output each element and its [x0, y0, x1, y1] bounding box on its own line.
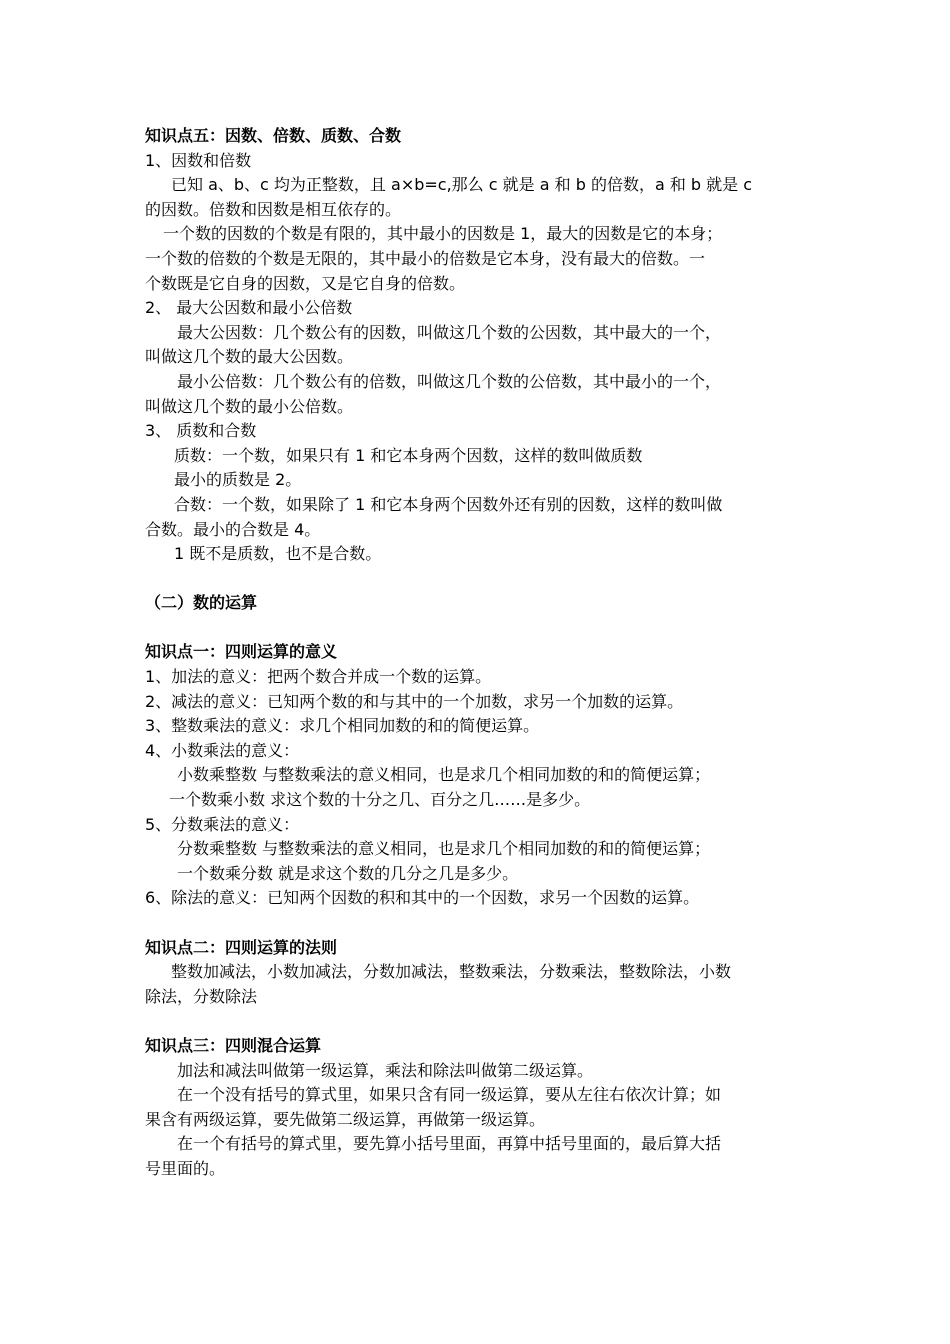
- list-item: 1、加法的意义：把两个数合并成一个数的运算。: [145, 667, 492, 687]
- subheading: 3、 质数和合数: [145, 421, 257, 441]
- paragraph: 一个数的因数的个数是有限的，其中最小的因数是 1，最大的因数是它的本身；: [163, 224, 723, 244]
- paragraph: 分数乘整数 与整数乘法的意义相同，也是求几个相同加数的和的简便运算；: [177, 839, 711, 859]
- subheading: 2、 最大公因数和最小公倍数: [145, 298, 353, 318]
- paragraph: 果含有两级运算，要先做第二级运算，再做第一级运算。: [145, 1109, 546, 1129]
- paragraph: 在一个没有括号的算式里，如果只含有同一级运算，要从左往右依次计算；如: [177, 1085, 722, 1105]
- paragraph: 一个数乘分数 就是求这个数的几分之几是多少。: [177, 863, 519, 883]
- section-title: 知识点三：四则混合运算: [145, 1035, 322, 1055]
- list-item: 4、小数乘法的意义：: [145, 740, 300, 760]
- part-title: （二）数的运算: [145, 593, 258, 613]
- list-item: 2、减法的意义：已知两个数的和与其中的一个加数，求另一个加数的运算。: [145, 691, 684, 711]
- paragraph: 质数：一个数，如果只有 1 和它本身两个因数，这样的数叫做质数: [174, 445, 643, 465]
- section-title: 知识点五：因数、倍数、质数、合数: [145, 126, 402, 145]
- section-title: 知识点二：四则运算的法则: [145, 937, 338, 957]
- paragraph: 整数加减法，小数加减法，分数加减法，整数乘法，分数乘法，整数除法，小数: [171, 962, 732, 982]
- spacer: [145, 1009, 810, 1034]
- list-item: 6、除法的意义：已知两个因数的积和其中的一个因数，求另一个因数的运算。: [145, 888, 700, 908]
- document-page: [145, 124, 810, 1182]
- paragraph: 已知 a、b、c 均为正整数，且 a×b=c,那么 c 就是 a 和 b 的倍数，a 和 b 就是 c: [171, 175, 753, 195]
- paragraph: 叫做这几个数的最大公因数。: [145, 347, 354, 367]
- paragraph: 一个数乘小数 求这个数的十分之几、百分之几……是多少。: [169, 790, 591, 810]
- paragraph: 叫做这几个数的最小公倍数。: [145, 396, 354, 416]
- paragraph: 的因数。倍数和因数是相互依存的。: [145, 199, 402, 219]
- spacer: [145, 616, 810, 641]
- paragraph: 最大公因数：几个数公有的因数，叫做这几个数的公因数，其中最大的一个，: [177, 322, 722, 342]
- paragraph: 加法和减法叫做第一级运算，乘法和除法叫做第二级运算。: [177, 1060, 594, 1080]
- subheading: 1、因数和倍数: [145, 150, 252, 170]
- paragraph: 在一个有括号的算式里，要先算小括号里面，再算中括号里面的，最后算大括: [177, 1134, 722, 1154]
- paragraph: 1 既不是质数，也不是合数。: [174, 544, 382, 564]
- section-title: 知识点一：四则运算的意义: [145, 642, 338, 662]
- paragraph: 最小公倍数：几个数公有的倍数，叫做这几个数的公倍数，其中最小的一个，: [177, 371, 722, 391]
- paragraph: 个数既是它自身的因数，又是它自身的倍数。: [145, 273, 466, 293]
- paragraph: 合数：一个数，如果除了 1 和它本身两个因数外还有别的因数，这样的数叫做: [174, 494, 723, 514]
- paragraph: 一个数的倍数的个数是无限的，其中最小的倍数是它本身，没有最大的倍数。一: [145, 248, 706, 268]
- spacer: [145, 911, 810, 936]
- list-item: 5、分数乘法的意义：: [145, 814, 300, 834]
- spacer: [145, 567, 810, 592]
- paragraph: 小数乘整数 与整数乘法的意义相同，也是求几个相同加数的和的简便运算；: [177, 765, 711, 785]
- paragraph: 合数。最小的合数是 4。: [145, 519, 321, 539]
- paragraph: 除法，分数除法: [145, 986, 258, 1006]
- list-item: 3、整数乘法的意义：求几个相同加数的和的简便运算。: [145, 716, 540, 736]
- paragraph: 最小的质数是 2。: [174, 470, 302, 490]
- paragraph: 号里面的。: [145, 1158, 226, 1178]
